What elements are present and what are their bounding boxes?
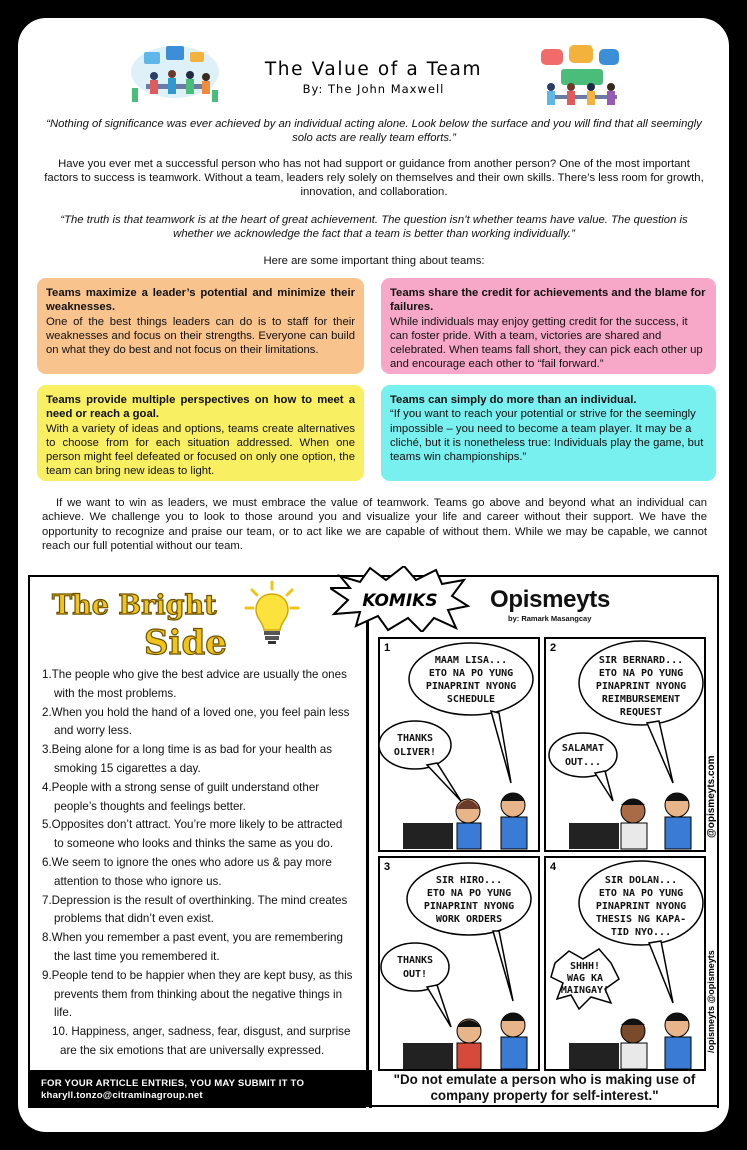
opening-quote: “Nothing of significance was ever achieved by an individual acting alone. Look below the surface and you will find that all seemingly solo acts are really team efforts.” [46, 118, 702, 145]
submission-text: FOR YOUR ARTICLE ENTRIES, YOU MAY SUBMIT IT TO [41, 1078, 305, 1089]
point-box-maximize-potential [37, 278, 364, 374]
light-bulb-icon [244, 580, 300, 646]
article-byline: By: The John Maxwell [302, 82, 445, 96]
svg-text:4: 4 [550, 861, 557, 873]
bright-side-title-line2: Side [144, 623, 227, 660]
left-frame-line [28, 575, 30, 1107]
intro-paragraph: Have you ever met a successful person who has not had support or guidance from another person? One of the most important factors to success is teamwork. Without a team, leaders rely solely on themselves and their own skills. There’s less room for growth, innovation, and collaboration. [44, 158, 704, 199]
bright-side-facts [42, 666, 354, 1061]
svg-text:SIR BERNARD...ETO NA PO YUNGPI: SIR BERNARD... ETO NA PO YUNG PINAPRINT NYONG REIMBURSEMENT REQUEST [595, 655, 687, 718]
list-item: 9.People tend to be happier when they are kept busy, as this prevents them from thinking about the negative things in life. [42, 968, 353, 1020]
point-box-multiple-perspectives [37, 385, 364, 481]
point-body: While individuals may enjoy getting credit for the success, it can foster pride. With a team, victories are shared and celebrated. When teams fall short, they can pick each other up and encourage each other to “fail forward.” [390, 315, 703, 371]
list-item: 6.We seem to ignore the ones who adore us & pay more attention to those who ignore us. [42, 855, 332, 888]
article-title: The Value of a Team [264, 59, 483, 80]
list-item: 7.Depression is the result of overthinking. The mind creates problems that didn’t even exist. [42, 893, 348, 926]
list-item: 1.The people who give the best advice are usually the ones with the most problems. [42, 668, 347, 700]
point-body: One of the best things leaders can do is to staff for their weaknesses and focus on their strengths. Everyone can build on what they do best and not focus on their limitations. [46, 315, 355, 357]
second-quote: “The truth is that teamwork is at the heart of great achievement. The question isn’t whether teams have value. The question is whether we acknowledge the fact that a team is better than working individually.” [60, 214, 688, 241]
comic-social-handle: /opismeyts @opismeyts [706, 950, 716, 1053]
comic-strip [373, 633, 719, 1075]
submission-email[interactable]: kharyll.tonzo@citraminagroup.net [41, 1090, 203, 1101]
point-body: With a variety of ideas and options, teams create alternatives to choose from for each situation addressed. When one person might feel defeated or focused on only one option, the team can bring new ideas to light. [46, 422, 355, 478]
svg-text:SIR HIRO...ETO NA PO YUNGPINAP: SIR HIRO... ETO NA PO YUNG PINAPRINT NYONG WORK ORDERS [423, 875, 515, 925]
point-body: “If you want to reach your potential or strive for the seemingly impossible – you need to become a team player. It may be a cliché, but it is nonetheless true: Individuals play the game, but teams win championships.” [390, 408, 704, 464]
list-item: 8.When you remember a past event, you are remembering the last time you remembered it. [42, 931, 343, 963]
svg-text:MAAM LISA...ETO NA PO YUNGPINA: MAAM LISA... ETO NA PO YUNG PINAPRINT NYONG SCHEDULE [425, 655, 517, 705]
svg-text:THANKSOLIVER!: THANKS OLIVER! [393, 733, 437, 758]
closing-paragraph: If we want to win as leaders, we must embrace the value of teamwork. Teams go above and beyond what an individual can achieve. We challenge you to look to those around you and visualize your life and career without their support. We have the opportunity to recognize and praise our team, or to act like we are capable of without them. While we may be capable, we cannot reach our full potential without our team. [42, 497, 707, 552]
point-heading: Teams maximize a leader’s potential and minimize their weaknesses. [46, 287, 355, 314]
comic-author: by: Ramark Masangcay [508, 614, 592, 623]
bright-side-title-line1: The Bright [52, 590, 217, 621]
list-item: 3.Being alone for a long time is as bad for your health as smoking 15 cigarettes a day. [42, 743, 333, 775]
list-item: 4.People with a strong sense of guilt understand other people’s thoughts and feelings better. [42, 780, 320, 813]
point-heading: Teams can simply do more than an individual. [390, 394, 637, 406]
panel-number: 1 [384, 642, 391, 654]
comic-web-handle: @opismeyts.com [706, 755, 717, 838]
submission-notice [28, 1070, 366, 1108]
comic-caption: "Do not emulate a person who is making use of company property for self-interest." [369, 1070, 719, 1108]
svg-text:SIR DOLAN...ETO NA PO YUNGPINA: SIR DOLAN... ETO NA PO YUNG PINAPRINT NYONG THESIS NG KAPA-TID NYO... [595, 875, 687, 938]
list-item: 2.When you hold the hand of a loved one, you feel pain less and worry less. [42, 705, 350, 738]
svg-text:THANKSOUT!: THANKS OUT! [396, 955, 434, 980]
comic-title: Opismeyts [490, 586, 611, 613]
svg-text:3: 3 [384, 861, 391, 873]
svg-text:SHHH!WAG KAMAINGAY!: SHHH! WAG KA MAINGAY! [560, 961, 610, 996]
komiks-badge [330, 566, 470, 632]
bright-side-logo [48, 580, 228, 660]
bubble-line: MAAM LISA... [434, 655, 508, 666]
list-lead: Here are some important thing about teams: [263, 255, 485, 267]
point-box-do-more [381, 385, 716, 481]
point-heading: Teams provide multiple perspectives on how to meet a need or reach a goal. [46, 394, 355, 421]
list-item: 5.Opposites don’t attract. You’re more likely to be attracted to someone who looks and thinks the same as you do. [42, 818, 343, 851]
komiks-label: KOMIKS [362, 591, 438, 611]
newsletter-page [18, 18, 729, 1132]
svg-text:SALAMATOUT...: SALAMAT OUT... [561, 743, 605, 768]
column-divider [366, 575, 369, 1107]
list-item: 10. Happiness, anger, sadness, fear, disgust, and surprise are the six emotions that are universally expressed. [52, 1025, 351, 1057]
point-box-share-credit [381, 278, 716, 374]
point-heading: Teams share the credit for achievements and the blame for failures. [390, 287, 706, 314]
svg-text:2: 2 [550, 642, 557, 654]
